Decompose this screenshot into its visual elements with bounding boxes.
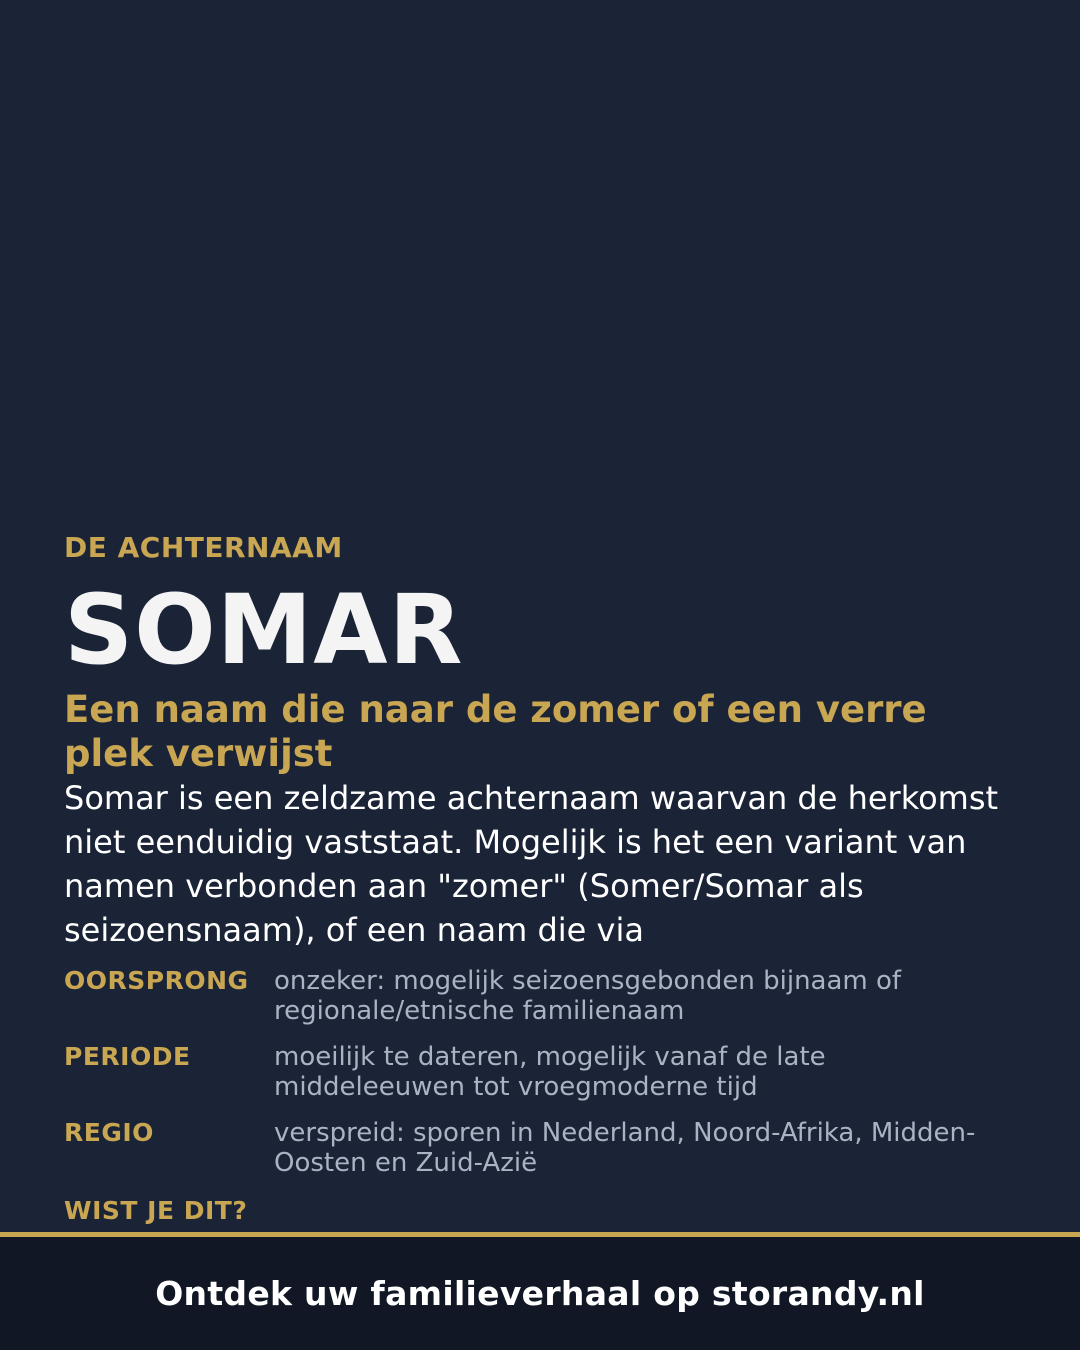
intro-paragraph: Somar is een zeldzame achternaam waarvan de herkomst niet eenduidig vaststaat. Mogelijk is het een variant van namen verbonden aan "zomer" (Somer/Somar als seizoensnaam), of een naam die via [64,779,999,949]
fact-value: onzeker: mogelijk seizoensgebonden bijnaam of regionale/etnische familienaam [274,966,902,1026]
fact-value: moeilijk te dateren, mogelijk vanaf de late middeleeuwen tot vroegmoderne tijd [274,1042,826,1102]
fact-row-origin [64,966,1024,1026]
fact-label: PERIODE [64,1042,191,1071]
fact-row-region [64,1118,1024,1178]
surname-intro-section [64,530,1024,952]
facts-list [64,966,1024,1194]
footer-cta-text: Ontdek uw familieverhaal op storandy.nl [155,1274,925,1313]
fact-label: OORSPRONG [64,966,249,995]
surname-title: SOMAR [64,574,464,686]
footer-banner [0,1237,1080,1350]
fact-value: verspreid: sporen in Nederland, Noord-Afrika, Midden-Oosten en Zuid-Azië [274,1118,976,1178]
did-you-know-label: WIST JE DIT? [64,1196,248,1225]
kicker-label: DE ACHTERNAAM [64,531,343,564]
surname-tagline: Een naam die naar de zomer of een verre plek verwijst [64,688,927,775]
fact-row-period [64,1042,1024,1102]
fact-label: REGIO [64,1118,154,1147]
